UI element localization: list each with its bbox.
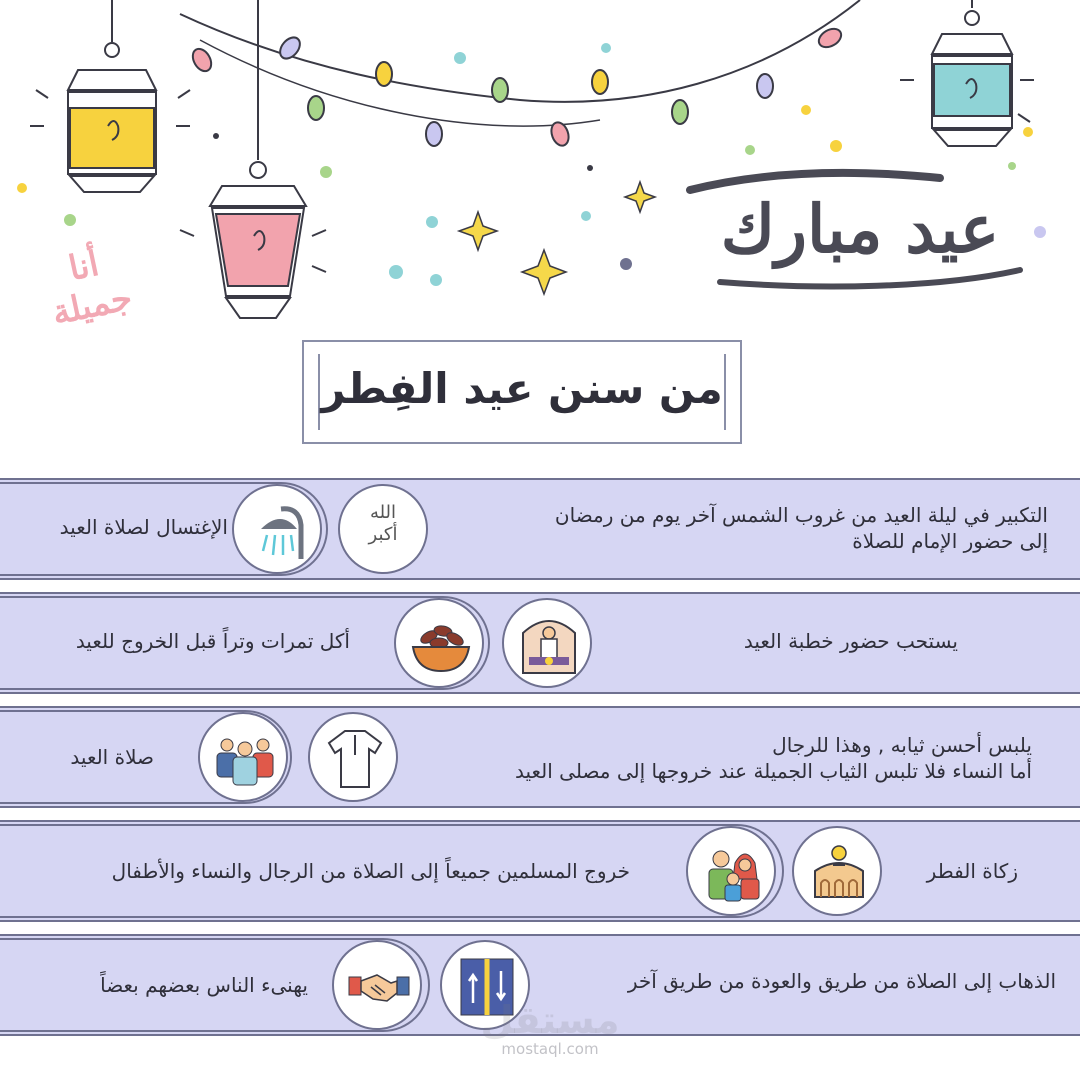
watermark-latin: mostaql.com (501, 1040, 599, 1058)
eid-mubarak-greeting (680, 160, 1040, 300)
row-3-right-circle (308, 712, 398, 802)
greeting-text: عيد مبارك (720, 190, 1000, 268)
row-2-right-circle (502, 598, 592, 688)
handshake-icon (347, 955, 411, 1019)
row-4 (0, 820, 1080, 922)
allahu-akbar-calligraphy-icon (340, 502, 426, 546)
row-1-right-line-2: إلى حضور الإمام للصلاة (852, 529, 1048, 553)
row-1 (0, 478, 1080, 580)
signature-text: أنا جميلة (48, 243, 136, 334)
page-title: من سنن عيد الفِطر (321, 364, 723, 413)
thobe-robe-icon (323, 727, 387, 791)
row-1-right-text (555, 502, 1048, 554)
stars (459, 182, 655, 294)
row-4-right-text (927, 858, 1018, 884)
title-frame (302, 340, 742, 444)
row-3-left-circle (198, 712, 288, 802)
row-4-left-text: خروج المسلمين جميعاً إلى الصلاة من الرجال والنساء والأطفال (111, 859, 630, 883)
row-4-left-circle (686, 826, 776, 916)
row-3-right-text (515, 732, 1032, 784)
watermark (470, 1000, 630, 1058)
teal-lantern-icon (932, 0, 1012, 146)
icon-word-1: الله (369, 502, 397, 523)
row-4-right-line-1: زكاة الفطر (926, 859, 1018, 883)
row-3-left-text: صلاة العيد (70, 745, 154, 769)
shower-icon (247, 499, 311, 563)
row-2 (0, 592, 1080, 694)
row-4-right-circle (792, 826, 882, 916)
row-5-left-text: يهنىء الناس بعضهم بعضاً (100, 973, 308, 997)
row-1-right-line-1: التكبير في ليلة العيد من غروب الشمس آخر يوم من رمضان (554, 503, 1048, 527)
imam-pulpit-icon (517, 613, 581, 677)
light-bulbs (189, 25, 844, 148)
dates-bowl-icon (409, 613, 473, 677)
row-3-right-line-1: يلبس أحسن ثيابه , وهذا للرجال (772, 733, 1032, 757)
charity-coin-box-icon (807, 841, 871, 905)
icon-word-2: أكبر (368, 524, 398, 545)
row-1-left-text: الإغتسال لصلاة العيد (59, 515, 228, 539)
row-5-left-circle (332, 940, 422, 1030)
signature-calligraphy (28, 200, 148, 350)
row-1-left-circle (232, 484, 322, 574)
row-3 (0, 706, 1080, 808)
family-icon (701, 841, 765, 905)
row-2-left-text: أكل تمرات وتراً قبل الخروج للعيد (75, 629, 350, 653)
row-2-right-text (744, 628, 958, 654)
row-1-right-circle (338, 484, 428, 574)
row-5-right-text (628, 968, 1056, 994)
row-2-left-circle (394, 598, 484, 688)
row-5-right-line-1: الذهاب إلى الصلاة من طريق والعودة من طريق آخر (627, 969, 1056, 993)
yellow-lantern-icon (68, 0, 156, 192)
row-2-right-line-1: يستحب حضور خطبة العيد (743, 629, 958, 653)
row-3-right-line-2: أما النساء فلا تلبس الثياب الجميلة عند خروجها إلى مصلى العيد (514, 759, 1032, 783)
men-praying-group-icon (213, 727, 277, 791)
watermark-arabic: مستقل (480, 998, 620, 1042)
